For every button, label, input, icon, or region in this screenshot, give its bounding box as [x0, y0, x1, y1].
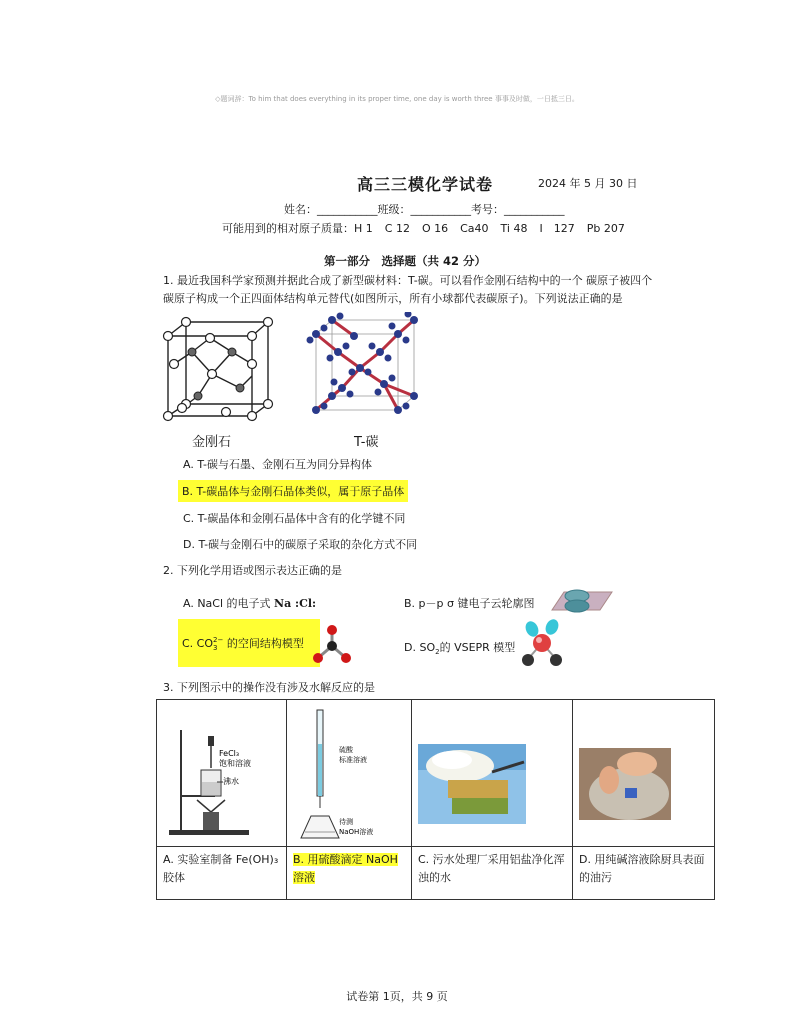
titration-apparatus-figure: [287, 700, 411, 843]
q3-option-c-text: C. 污水处理厂采用铝盐净化浑浊的水: [418, 853, 565, 884]
t-carbon-structure-figure: [302, 312, 422, 416]
atomic-mass: Ca40: [460, 222, 489, 235]
atomic-mass: Pb 207: [586, 222, 625, 235]
section-heading: 第一部分 选择题（共 42 分）: [324, 254, 487, 268]
q1-stem-line: 碳原子构成一个正四面体结构单元替代(如图所示，所有小球都代表碳原子)。下列说法正确的是: [163, 292, 623, 305]
q1-option-c: C. T-碳晶体和金刚石晶体中含有的化学键不同: [183, 512, 406, 525]
water-treatment-photo: [412, 700, 572, 843]
image-label: 标准溶液: [339, 756, 367, 764]
student-fields: 姓名：___________班级：___________考号：___________: [284, 203, 565, 216]
q2-stem: 2. 下列化学用语或图示表达正确的是: [163, 564, 342, 577]
charge-superscript: 2−: [213, 636, 224, 644]
image-label: NaOH溶液: [339, 828, 374, 836]
image-label: 饱和溶液: [219, 759, 251, 768]
q3-option-d-text: D. 用纯碱溶液除厨具表面的油污: [579, 853, 705, 884]
carbonate-structure-model-figure: [312, 624, 354, 666]
q2-option-a: [181, 594, 318, 612]
count-subscript: 2: [435, 648, 440, 657]
q1-option-a: A. T-碳与石墨、金刚石互为同分异构体: [183, 458, 373, 471]
q3-stem: 3. 下列图示中的操作没有涉及水解反应的是: [163, 681, 375, 694]
image-label: 硫酸: [339, 746, 353, 754]
nacl-electron-formula: Na :Cl:: [274, 597, 317, 610]
q1-option-d: D. T-碳与金刚石中的碳原子采取的杂化方式不同: [183, 538, 418, 551]
exam-title: 高三三模化学试卷: [357, 175, 494, 194]
q3-option-d: [573, 847, 715, 900]
diamond-structure-figure: [160, 316, 280, 428]
q1-option-b: B. T-碳晶体与金刚石晶体类似，属于原子晶体: [178, 480, 408, 502]
q2-option-b: B. p－p σ 键电子云轮廓图: [404, 597, 535, 610]
atomic-mass: O 16: [421, 222, 449, 235]
q2-option-d: [402, 638, 517, 657]
caption-diamond: 金刚石: [192, 435, 232, 450]
count-subscript: 3: [213, 644, 218, 652]
exam-date: 2024 年 5 月 30 日: [538, 177, 638, 190]
so2-vsepr-model-figure: [518, 617, 568, 669]
q2-option-d-label: D. SO: [404, 641, 436, 654]
q2-option-d-suffix: 的 VSEPR 模型: [439, 641, 516, 654]
q2-option-c: [178, 619, 320, 667]
q3-option-b: [287, 847, 412, 900]
caption-t-carbon: T-碳: [354, 435, 379, 450]
p-p-sigma-orbital-figure: [544, 586, 614, 616]
header-note: ◇题词辞：To him that does everything in its proper time, one day is worth three 事事及时做，一日抵三日。: [215, 95, 579, 103]
page-footer: 试卷第 1页，共 9 页: [346, 990, 448, 1003]
q2-option-c-label: C. CO: [182, 637, 214, 650]
colloid-preparation-apparatus-figure: [157, 700, 286, 843]
image-label: FeCl₃: [219, 749, 240, 758]
q3-image-b-cell: [287, 700, 412, 847]
q1-stem: [163, 272, 713, 308]
atomic-mass: 可能用到的相对原子质量：H 1: [222, 222, 373, 235]
atomic-masses: [222, 220, 637, 236]
dish-cleaning-photo: [573, 700, 714, 843]
image-label: 沸水: [223, 777, 239, 786]
q3-option-b-text: B. 用硫酸滴定 NaOH 溶液: [293, 853, 398, 884]
image-label: 待测: [339, 818, 353, 826]
atomic-mass: Ti 48: [500, 222, 528, 235]
atomic-mass: C 12: [384, 222, 410, 235]
q3-image-a-cell: [157, 700, 287, 847]
q2-option-c-suffix: 的空间结构模型: [223, 637, 304, 650]
q3-option-a-text: A. 实验室制备 Fe(OH)₃ 胶体: [163, 853, 279, 884]
q3-image-c-cell: [412, 700, 573, 847]
q1-stem-line: 1. 最近我国科学家预测并据此合成了新型碳材料：T-碳。可以看作金刚石结构中的一个 碳原子被四个: [163, 274, 653, 287]
atomic-mass: I 127: [539, 222, 575, 235]
q3-option-a: [157, 847, 287, 900]
q3-image-d-cell: [573, 700, 715, 847]
q3-options-table: [156, 699, 715, 900]
q3-option-c: [412, 847, 573, 900]
q2-option-a-label: A. NaCl 的电子式: [183, 597, 271, 610]
